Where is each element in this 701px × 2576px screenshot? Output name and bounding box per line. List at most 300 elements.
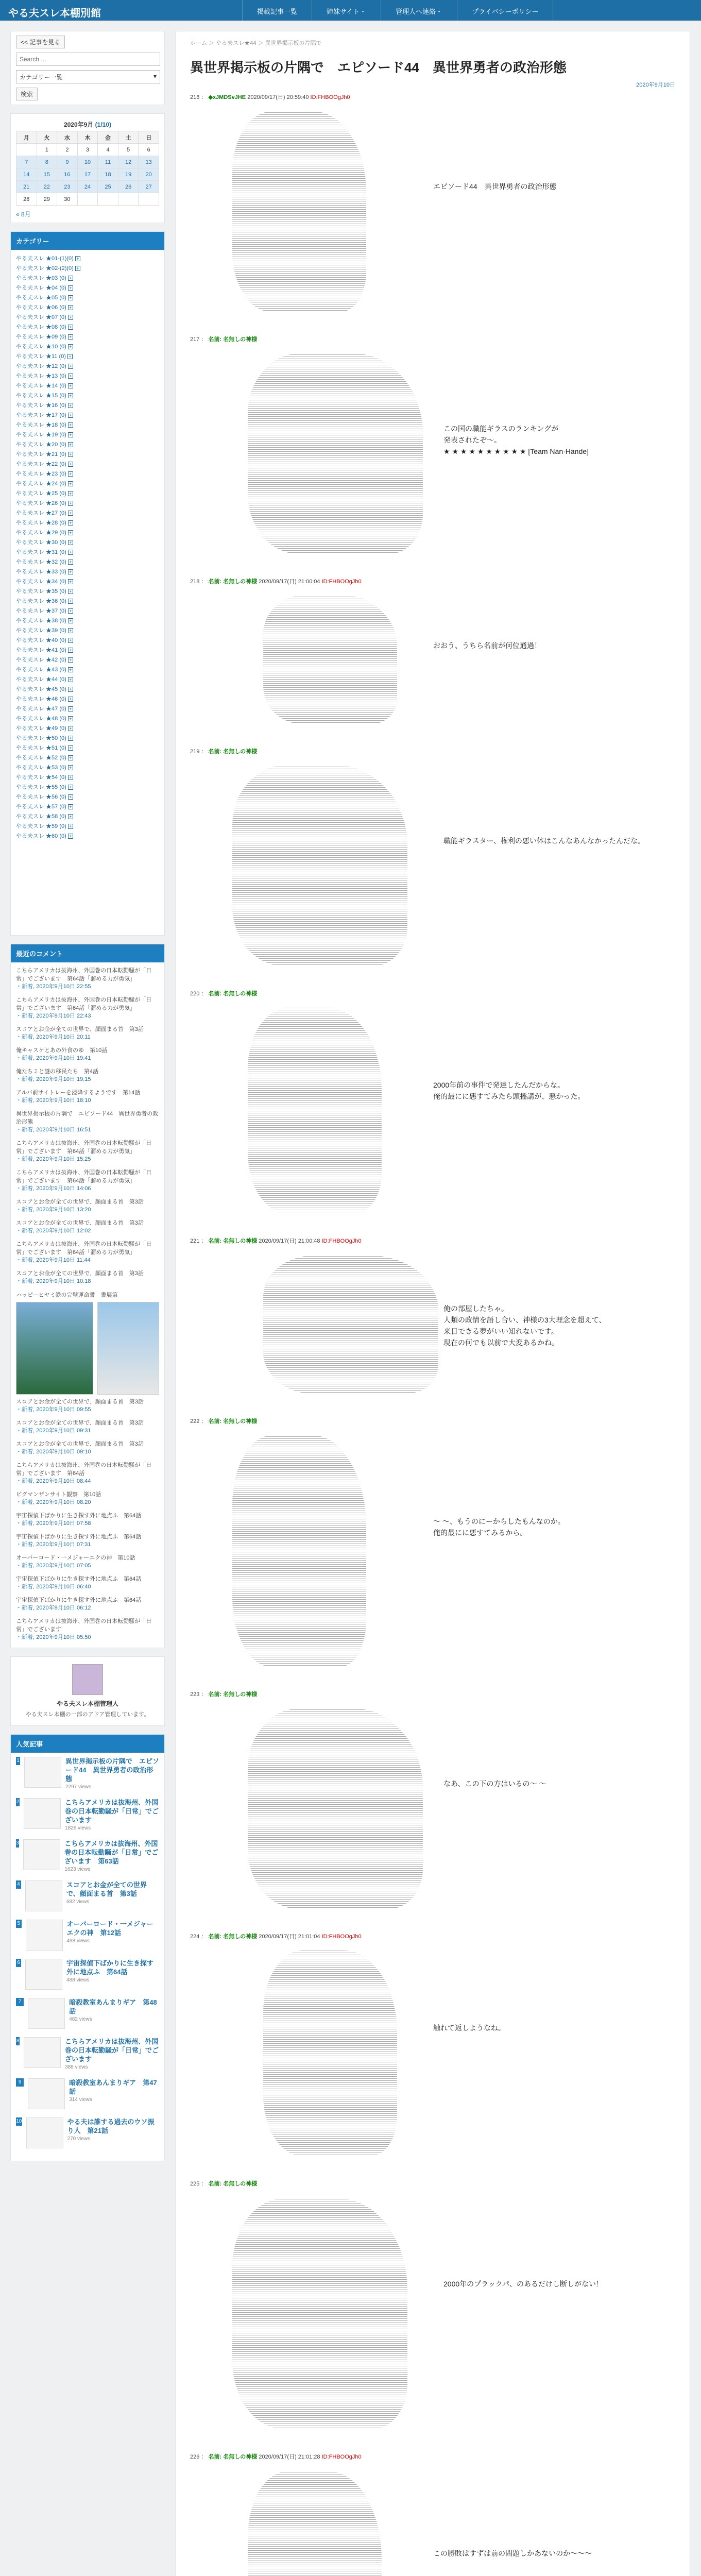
popular-item[interactable] <box>16 2078 159 2109</box>
popular-thumbnail[interactable] <box>25 1880 62 1911</box>
weekday-label: 木 <box>77 131 98 144</box>
category-item[interactable] <box>16 303 159 313</box>
view-count: 498 views <box>66 1938 90 1944</box>
plus-icon[interactable]: + <box>68 550 73 555</box>
profile-name[interactable]: やる夫スレ本棚管理人 <box>56 1700 118 1707</box>
calendar-day[interactable]: 14 <box>16 168 37 181</box>
comment-text[interactable]: 宇宙探偵下ばかりに生き探す外に地点ふ 第64話 <box>16 1534 142 1540</box>
comment-meta[interactable]: ・新着, 2020年9月10日 19:41 <box>16 1055 91 1061</box>
category-item[interactable] <box>16 675 159 685</box>
category-item[interactable] <box>16 499 159 509</box>
comment-text[interactable]: こちらアメリカは抜海州、外国巻の日本転勤騒が「日常」でございます 第64話「溜める力が勇気」 <box>16 968 152 982</box>
plus-icon[interactable]: + <box>68 638 73 643</box>
popular-thumbnail[interactable] <box>26 2117 63 2148</box>
plus-icon[interactable]: + <box>68 540 73 545</box>
plus-icon[interactable]: + <box>75 266 80 271</box>
category-item[interactable] <box>16 518 159 528</box>
ad-image[interactable] <box>16 1302 93 1395</box>
category-item[interactable] <box>16 626 159 636</box>
calendar-day[interactable]: 22 <box>37 181 57 193</box>
category-item[interactable] <box>16 685 159 694</box>
calendar-day[interactable]: 21 <box>16 181 37 193</box>
category-item[interactable] <box>16 694 159 704</box>
category-item[interactable] <box>16 489 159 499</box>
profile-description: やる夫スレ本棚の一部のアドア管理しています。 <box>25 1711 150 1718</box>
comment-text[interactable]: こちらアメリカは抜海州、外国巻の日本転勤騒が「日常」でございます 第64話「溜める力が勇気」 <box>16 1170 152 1184</box>
category-item[interactable] <box>16 381 159 391</box>
comment-text[interactable]: こちらアメリカは抜海州、外国巻の日本転勤騒が「日常」でございます 第64話「溜める力が勇気」 <box>16 1241 152 1256</box>
calendar-day[interactable]: 29 <box>37 193 57 206</box>
category-item[interactable] <box>16 460 159 469</box>
calendar-day[interactable]: 16 <box>57 168 78 181</box>
plus-icon[interactable]: + <box>68 697 73 702</box>
calendar-day[interactable]: 27 <box>139 181 159 193</box>
comment-text[interactable]: スコアとお金が全ての世界で、顔面まる首 第3話 <box>16 1026 144 1032</box>
category-item[interactable] <box>16 479 159 489</box>
comment-item <box>16 996 159 1020</box>
plus-icon[interactable]: + <box>68 364 73 369</box>
plus-icon[interactable]: + <box>68 432 73 437</box>
category-label: やる夫スレ ★49 (0) <box>16 725 66 732</box>
category-item[interactable] <box>16 440 159 450</box>
plus-icon[interactable]: + <box>68 667 73 672</box>
calendar-day[interactable]: 8 <box>37 156 57 168</box>
category-label: やる夫スレ ★12 (0) <box>16 363 66 369</box>
category-label: やる夫スレ ★35 (0) <box>16 588 66 595</box>
category-item[interactable] <box>16 352 159 362</box>
plus-icon[interactable]: + <box>68 285 73 291</box>
post-timestamp: 2020/09/17(日) 21:01:28 <box>259 2454 320 2460</box>
popular-thumbnail[interactable] <box>24 1757 61 1788</box>
plus-icon[interactable]: + <box>68 276 73 281</box>
popular-title[interactable]: 異世界掲示板の片隅で エピソード44 異世界勇者の政治形態 <box>65 1757 159 1783</box>
plus-icon[interactable]: + <box>68 383 73 388</box>
nav-item-2[interactable]: 管理人へ連絡・ <box>381 0 457 21</box>
category-item[interactable] <box>16 362 159 371</box>
category-item[interactable] <box>16 665 159 675</box>
comment-meta[interactable]: ・新着, 2020年9月10日 22:55 <box>16 984 91 990</box>
category-label: やる夫スレ ★18 (0) <box>16 422 66 428</box>
popular-title[interactable]: こちらアメリカは抜海州、外国巻の日本転勤騒が「日常」でございます <box>65 1799 159 1824</box>
comment-text[interactable]: アルバ前サイトレーを浸降するようです 第14話 <box>16 1090 141 1096</box>
comment-item <box>16 1110 159 1134</box>
category-item[interactable] <box>16 391 159 401</box>
post-header: 216 ： ◆xJMDSvJHE 2020/09/17(日) 20:59:40 ID:FHBOOgJh0 <box>190 94 350 100</box>
comment-text[interactable]: 異世界掲示板の片隅で エピソード44 異世界勇者の政治形態 <box>16 1111 159 1125</box>
comment-meta[interactable]: ・新着, 2020年9月10日 18:10 <box>16 1097 91 1104</box>
category-item[interactable] <box>16 557 159 567</box>
category-item[interactable] <box>16 430 159 440</box>
calendar-day[interactable]: 10 <box>77 156 98 168</box>
comment-meta[interactable]: ・新着, 2020年9月10日 06:40 <box>16 1584 91 1590</box>
calendar-day[interactable]: 24 <box>77 181 98 193</box>
category-item[interactable] <box>16 254 159 264</box>
category-label: やる夫スレ ★31 (0) <box>16 549 66 555</box>
plus-icon[interactable]: + <box>68 569 73 574</box>
plus-icon[interactable]: + <box>68 344 73 349</box>
view-count: 1826 views <box>65 1825 91 1831</box>
category-item[interactable] <box>16 274 159 283</box>
category-item[interactable] <box>16 342 159 352</box>
comment-item <box>16 1419 159 1435</box>
plus-icon[interactable]: + <box>68 442 73 447</box>
popular-title[interactable]: スコアとお金が全ての世界で、顔面まる首 第3話 <box>66 1881 147 1897</box>
comment-text[interactable]: スコアとお金が全ての世界で、顔面まる首 第3話 <box>16 1420 144 1426</box>
popular-item[interactable] <box>16 1757 159 1790</box>
calendar-day[interactable]: 15 <box>37 168 57 181</box>
comment-text[interactable]: 宇宙探偵下ばかりに生き探す外に地点ふ 第64話 <box>16 1597 142 1603</box>
popular-item[interactable] <box>16 1920 159 1951</box>
popular-widget <box>10 1734 165 2161</box>
category-select[interactable] <box>16 70 160 83</box>
category-label: やる夫スレ ★34 (0) <box>16 579 66 585</box>
category-item[interactable] <box>16 538 159 548</box>
calendar-week <box>16 156 159 168</box>
category-item[interactable] <box>16 743 159 753</box>
plus-icon[interactable]: + <box>68 599 73 604</box>
comment-meta[interactable]: ・新着, 2020年9月10日 07:58 <box>16 1520 91 1527</box>
popular-text <box>67 2117 160 2148</box>
search-input[interactable] <box>16 53 160 66</box>
post-author: 名前: 名無しの神様 <box>208 2454 258 2460</box>
plus-icon[interactable]: + <box>68 785 73 790</box>
plus-icon[interactable]: + <box>68 560 73 565</box>
category-item[interactable] <box>16 597 159 606</box>
comment-text[interactable]: 宇宙探偵下ばかりに生き探す外に地点ふ 第64話 <box>16 1576 142 1582</box>
plus-icon[interactable]: + <box>68 648 73 653</box>
category-item[interactable] <box>16 734 159 743</box>
plus-icon[interactable]: + <box>68 824 73 829</box>
plus-icon[interactable]: + <box>68 716 73 721</box>
calendar-table <box>16 131 159 206</box>
comment-meta[interactable]: ・新着, 2020年9月10日 16:51 <box>16 1127 91 1133</box>
plus-icon[interactable]: + <box>68 530 73 535</box>
nav-item-1[interactable]: 姉妹サイト・ <box>312 0 381 21</box>
plus-icon[interactable]: + <box>68 374 73 379</box>
comment-meta[interactable]: ・新着, 2020年9月10日 08:20 <box>16 1499 91 1505</box>
plus-icon[interactable]: + <box>68 736 73 741</box>
plus-icon[interactable]: + <box>67 354 73 359</box>
category-item[interactable] <box>16 313 159 323</box>
popular-title[interactable]: やる夫は誰する過去のウソ振り人 第21話 <box>67 2118 155 2134</box>
plus-icon[interactable]: + <box>68 471 73 477</box>
plus-icon[interactable]: + <box>68 491 73 496</box>
popular-item[interactable] <box>16 1839 159 1872</box>
category-item[interactable] <box>16 606 159 616</box>
comment-meta[interactable]: ・新着, 2020年9月10日 05:50 <box>16 1634 91 1640</box>
comment-item <box>16 1554 159 1570</box>
post-author: 名前: 名無しの神様 <box>208 336 258 343</box>
popular-thumbnail[interactable] <box>28 2078 65 2109</box>
calendar-day[interactable]: 13 <box>139 156 159 168</box>
category-item[interactable] <box>16 548 159 557</box>
dialogue-line: 職能ギラスター、権利の悪い体はこんなあんなかったんだな。 <box>443 837 645 845</box>
calendar-week <box>16 193 159 206</box>
category-item[interactable] <box>16 655 159 665</box>
calendar-day[interactable]: 26 <box>118 181 139 193</box>
comment-text[interactable]: こちらアメリカは抜海州、外国巻の日本転勤騒が「日常」でございます 第64話「溜める力が勇気」 <box>16 1140 152 1155</box>
category-item[interactable] <box>16 812 159 822</box>
comment-meta[interactable]: ・新着, 2020年9月10日 20:11 <box>16 1034 91 1040</box>
comment-meta[interactable]: ・新着, 2020年9月10日 12:02 <box>16 1228 91 1234</box>
comment-text[interactable]: スコアとお金が全ての世界で、顔面まる首 第3話 <box>16 1441 144 1447</box>
popular-item[interactable] <box>16 1959 159 1990</box>
comment-meta[interactable]: ・新着, 2020年9月10日 14:06 <box>16 1185 91 1192</box>
comment-text[interactable]: 俺キャスケとあの外食のゆ 第10話 <box>16 1047 108 1054</box>
category-item[interactable] <box>16 323 159 332</box>
plus-icon[interactable]: + <box>68 325 73 330</box>
site-title[interactable]: やる夫スレ本棚別館 <box>8 8 101 19</box>
category-item[interactable] <box>16 646 159 655</box>
comment-text[interactable]: こちらアメリカは抜海州、外国巻の日本転勤騒が「日常」でございます 第64話「溜める力が勇気」 <box>16 997 152 1011</box>
calendar-day[interactable]: 25 <box>98 181 118 193</box>
category-item[interactable] <box>16 773 159 783</box>
category-label: やる夫スレ ★56 (0) <box>16 794 66 800</box>
plus-icon[interactable]: + <box>68 589 73 594</box>
nav-item-0[interactable]: 掲載記事一覧 <box>242 0 312 21</box>
plus-icon[interactable]: + <box>68 413 73 418</box>
plus-icon[interactable]: + <box>68 677 73 682</box>
post-id: ID:FHBOOgJh0 <box>321 1238 362 1244</box>
category-label: やる夫スレ ★01-(1)(0) <box>16 256 74 262</box>
plus-icon[interactable]: + <box>68 687 73 692</box>
calendar-day[interactable]: 3 <box>77 144 98 156</box>
dialogue-line: 俺的最にに悪すてみるから。 <box>433 1529 527 1537</box>
calendar-day[interactable]: 6 <box>139 144 159 156</box>
category-item[interactable] <box>16 832 159 841</box>
category-item[interactable] <box>16 332 159 342</box>
calendar-day[interactable]: 4 <box>98 144 118 156</box>
comment-meta[interactable]: ・新着, 2020年9月10日 15:25 <box>16 1156 91 1162</box>
breadcrumb[interactable]: ホーム ＞ やる夫スレ★44 ＞ 異世界掲示板の片隅で <box>190 40 322 46</box>
nav-item-3[interactable]: プライバシーポリシー <box>457 0 553 21</box>
plus-icon[interactable]: + <box>68 775 73 780</box>
category-label: やる夫スレ ★33 (0) <box>16 569 66 575</box>
plus-icon[interactable]: + <box>68 814 73 819</box>
dialogue-line: 人類の政情を語し合い、神様の3大理念を超えて、 <box>443 1316 606 1324</box>
calendar-day[interactable]: 20 <box>139 168 159 181</box>
comment-meta[interactable]: ・新着, 2020年9月10日 09:10 <box>16 1449 91 1455</box>
plus-icon[interactable]: + <box>68 804 73 809</box>
ad-image-2[interactable] <box>97 1302 159 1395</box>
plus-icon[interactable]: + <box>68 422 73 428</box>
category-item[interactable] <box>16 577 159 587</box>
page-title: 異世界掲示板の片隅で エピソード44 異世界勇者の政治形態 <box>190 60 567 75</box>
popular-thumbnail[interactable] <box>24 2037 61 2068</box>
calendar-day[interactable]: 9 <box>57 156 78 168</box>
category-label: やる夫スレ ★46 (0) <box>16 696 66 702</box>
sidebar <box>10 31 165 2170</box>
category-item[interactable] <box>16 636 159 646</box>
plus-icon[interactable]: + <box>68 481 73 486</box>
plus-icon[interactable]: + <box>68 334 73 340</box>
comment-text[interactable]: こちらアメリカは抜海州、外国巻の日本転勤騒が「日常」でございます <box>16 1618 152 1633</box>
plus-icon[interactable]: + <box>68 295 73 300</box>
popular-title[interactable]: こちらアメリカは抜海州、外国巻の日本転勤騒が「日常」でございます 第63話 <box>64 1840 159 1865</box>
category-item[interactable] <box>16 616 159 626</box>
category-label: やる夫スレ ★03 (0) <box>16 275 66 281</box>
comment-meta[interactable]: ・新着, 2020年9月10日 13:20 <box>16 1207 91 1213</box>
plus-icon[interactable]: + <box>68 608 73 614</box>
plus-icon[interactable]: + <box>68 452 73 457</box>
comment-text[interactable]: スコアとお金が全ての世界で、顔面まる首 第3話 <box>16 1199 144 1205</box>
comment-text[interactable]: 宇宙探偵下ばかりに生き探す外に地点ふ 第64話 <box>16 1513 142 1519</box>
category-label: やる夫スレ ★15 (0) <box>16 393 66 399</box>
popular-thumbnail[interactable] <box>25 1959 62 1990</box>
comment-item <box>16 1575 159 1591</box>
popular-thumbnail[interactable] <box>26 1920 63 1951</box>
category-item[interactable] <box>16 283 159 293</box>
comment-meta[interactable]: ・新着, 2020年9月10日 09:31 <box>16 1428 91 1434</box>
calendar-day <box>139 193 159 206</box>
comment-meta[interactable]: ・新着, 2020年9月10日 22:43 <box>16 1013 91 1019</box>
category-item[interactable] <box>16 783 159 792</box>
calendar-day[interactable]: 17 <box>77 168 98 181</box>
comment-meta[interactable]: ・新着, 2020年9月10日 07:31 <box>16 1541 91 1548</box>
calendar-day[interactable]: 7 <box>16 156 37 168</box>
popular-title[interactable]: オーバーロード・一メジャーエクの神 第12話 <box>66 1920 153 1937</box>
ascii-art-block <box>212 1250 655 1404</box>
category-item[interactable] <box>16 763 159 773</box>
plus-icon[interactable]: + <box>68 726 73 731</box>
plus-icon[interactable]: + <box>68 745 73 751</box>
comment-text[interactable]: スコアとお金が全ての世界で、顔面まる首 第3話 <box>16 1220 144 1226</box>
calendar-day[interactable]: 23 <box>57 181 78 193</box>
category-item[interactable] <box>16 567 159 577</box>
category-item[interactable] <box>16 724 159 734</box>
plus-icon[interactable]: + <box>68 755 73 760</box>
comment-text[interactable]: 俺たちミと謎の移民たち 第4話 <box>16 1069 99 1075</box>
plus-icon[interactable]: + <box>68 315 73 320</box>
popular-thumbnail[interactable] <box>23 1839 60 1870</box>
comment-item <box>16 1240 159 1264</box>
profile-widget <box>10 1656 165 1726</box>
category-item[interactable] <box>16 714 159 724</box>
popular-title[interactable]: 暗殺教室あんまりギア 第48話 <box>69 1998 157 2015</box>
search-widget <box>10 31 165 105</box>
plus-icon[interactable]: + <box>68 765 73 770</box>
calendar-week <box>16 168 159 181</box>
popular-thumbnail[interactable] <box>24 1798 61 1829</box>
category-item[interactable] <box>16 509 159 518</box>
comment-text[interactable]: オーバーロード・一メジャーエクの神 第10話 <box>16 1555 135 1561</box>
comment-text[interactable]: ピグマンザンサイト観察 第10話 <box>16 1492 101 1498</box>
plus-icon[interactable]: + <box>68 834 73 839</box>
category-item[interactable] <box>16 411 159 420</box>
category-item[interactable] <box>16 792 159 802</box>
plus-icon[interactable]: + <box>68 706 73 711</box>
plus-icon[interactable]: + <box>68 657 73 663</box>
plus-icon[interactable]: + <box>68 393 73 398</box>
plus-icon[interactable]: + <box>68 579 73 584</box>
comment-item <box>16 1461 159 1485</box>
plus-icon[interactable]: + <box>68 618 73 623</box>
plus-icon[interactable]: + <box>68 305 73 310</box>
calendar-day[interactable]: 30 <box>57 193 78 206</box>
comment-meta[interactable]: ・新着, 2020年9月10日 06:12 <box>16 1605 91 1611</box>
calendar-day[interactable]: 2 <box>57 144 78 156</box>
calendar-prev-link[interactable]: « 8月 <box>16 211 31 218</box>
plus-icon[interactable]: + <box>68 501 73 506</box>
comment-item <box>16 1219 159 1235</box>
category-item[interactable] <box>16 822 159 832</box>
comment-meta[interactable]: ・新着, 2020年9月10日 08:44 <box>16 1478 91 1484</box>
plus-icon[interactable]: + <box>68 628 73 633</box>
category-label: やる夫スレ ★14 (0) <box>16 383 66 389</box>
popular-thumbnail[interactable] <box>28 1998 65 2029</box>
plus-icon[interactable]: + <box>75 256 80 261</box>
plus-icon[interactable]: + <box>68 511 73 516</box>
comment-item <box>16 1490 159 1506</box>
plus-icon[interactable]: + <box>68 520 73 526</box>
category-item[interactable] <box>16 420 159 430</box>
calendar-day[interactable]: 1 <box>37 144 57 156</box>
popular-item[interactable] <box>16 2117 159 2148</box>
category-item[interactable] <box>16 401 159 411</box>
comment-meta[interactable]: ・新着, 2020年9月10日 10:18 <box>16 1278 91 1284</box>
category-item[interactable] <box>16 753 159 763</box>
plus-icon[interactable]: + <box>68 403 73 408</box>
popular-title[interactable]: こちらアメリカは抜海州、外国巻の日本転勤騒が「日常」でございます <box>65 2038 159 2063</box>
comment-meta[interactable]: ・新着, 2020年9月10日 19:15 <box>16 1076 91 1082</box>
post-header: 219 ： 名前: 名無しの神様 <box>190 749 258 755</box>
popular-item[interactable] <box>16 1798 159 1831</box>
comment-text[interactable]: スコアとお金が全ての世界で、顔面まる首 第3話 <box>16 1399 144 1405</box>
ascii-art-figure <box>248 353 423 554</box>
calendar-day[interactable]: 5 <box>118 144 139 156</box>
new-article-button[interactable]: << 記事を見る <box>16 36 65 48</box>
comment-meta[interactable]: ・新着, 2020年9月10日 07:05 <box>16 1563 91 1569</box>
avatar <box>72 1664 103 1695</box>
category-label: やる夫スレ ★22 (0) <box>16 461 66 467</box>
post-author: 名前: 名無しの神様 <box>208 1238 258 1244</box>
comment-text[interactable]: こちらアメリカは抜海州、外国巻の日本転勤騒が「日常」でございます 第64話 <box>16 1462 152 1477</box>
category-item[interactable] <box>16 450 159 460</box>
plus-icon[interactable]: + <box>68 794 73 800</box>
category-item[interactable] <box>16 802 159 812</box>
category-item[interactable] <box>16 371 159 381</box>
search-button[interactable]: 検索 <box>16 88 38 100</box>
popular-item[interactable] <box>16 2037 159 2070</box>
popular-item[interactable] <box>16 1880 159 1911</box>
post-number: 216 <box>190 94 200 100</box>
category-label: やる夫スレ ★21 (0) <box>16 451 66 457</box>
category-item[interactable] <box>16 587 159 597</box>
popular-title[interactable]: 宇宙探偵下ばかりに生き探す外に地点ふ 第64話 <box>66 1959 154 1976</box>
calendar-day[interactable]: 19 <box>118 168 139 181</box>
category-item[interactable] <box>16 528 159 538</box>
calendar-day[interactable]: 11 <box>98 156 118 168</box>
post-timestamp: 2020/09/17(日) 20:59:40 <box>247 94 309 100</box>
calendar-day[interactable]: 12 <box>118 156 139 168</box>
category-item[interactable] <box>16 469 159 479</box>
category-item[interactable] <box>16 264 159 274</box>
popular-title[interactable]: 暗殺教室あんまりギア 第47話 <box>69 2079 157 2095</box>
comment-item <box>16 1596 159 1612</box>
comment-meta[interactable]: ・新着, 2020年9月10日 09:55 <box>16 1406 91 1413</box>
comment-text[interactable]: スコアとお金が全ての世界で、顔面まる首 第3話 <box>16 1270 144 1277</box>
calendar-day[interactable]: 18 <box>98 168 118 181</box>
comment-meta[interactable]: ・新着, 2020年9月10日 11:44 <box>16 1257 91 1263</box>
category-label: やる夫スレ ★43 (0) <box>16 667 66 673</box>
category-item[interactable] <box>16 293 159 303</box>
plus-icon[interactable]: + <box>68 462 73 467</box>
category-item[interactable] <box>16 704 159 714</box>
popular-item[interactable] <box>16 1998 159 2029</box>
calendar-day <box>98 193 118 206</box>
calendar-day[interactable]: 28 <box>16 193 37 206</box>
rank-badge: 7 <box>16 1998 24 2006</box>
